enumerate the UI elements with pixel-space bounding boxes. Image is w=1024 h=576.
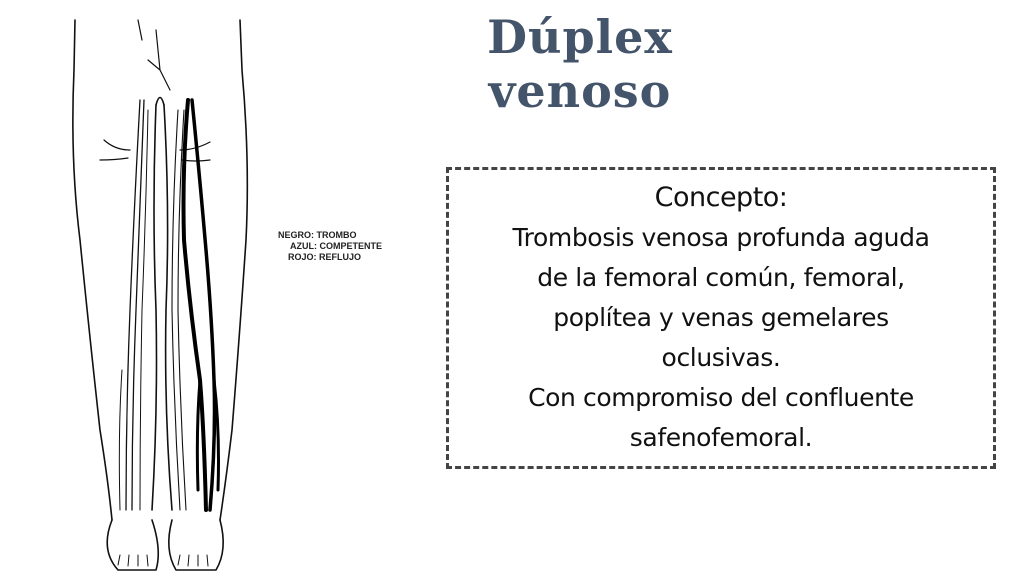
left-foot	[169, 520, 223, 570]
legs-venous-diagram	[60, 10, 320, 576]
left-leg-outline	[220, 20, 247, 520]
concept-line: de la femoral común, femoral,	[537, 263, 905, 292]
slide-title: Dúplex venoso	[487, 10, 673, 118]
concept-box	[446, 167, 996, 469]
inner-thigh-outline	[152, 105, 157, 510]
concept-line: Con compromiso del confluente	[528, 383, 914, 412]
concept-heading: Concepto:	[654, 182, 788, 213]
concept-line: safenofemoral.	[629, 423, 813, 452]
legend-blue: AZUL: COMPETENTE	[290, 241, 382, 251]
right-leg-outline	[73, 20, 112, 520]
inner-thigh-outline-2	[164, 105, 172, 510]
concept-line: oclusivas.	[661, 343, 781, 372]
legend-black: NEGRO: TROMBO	[278, 230, 357, 240]
right-foot	[107, 520, 158, 570]
concept-line: Trombosis venosa profunda aguda	[512, 223, 930, 252]
color-legend	[278, 230, 382, 263]
legend-red: ROJO: REFLUJO	[288, 252, 362, 262]
concept-line: poplítea y venas gemelares	[553, 303, 889, 332]
